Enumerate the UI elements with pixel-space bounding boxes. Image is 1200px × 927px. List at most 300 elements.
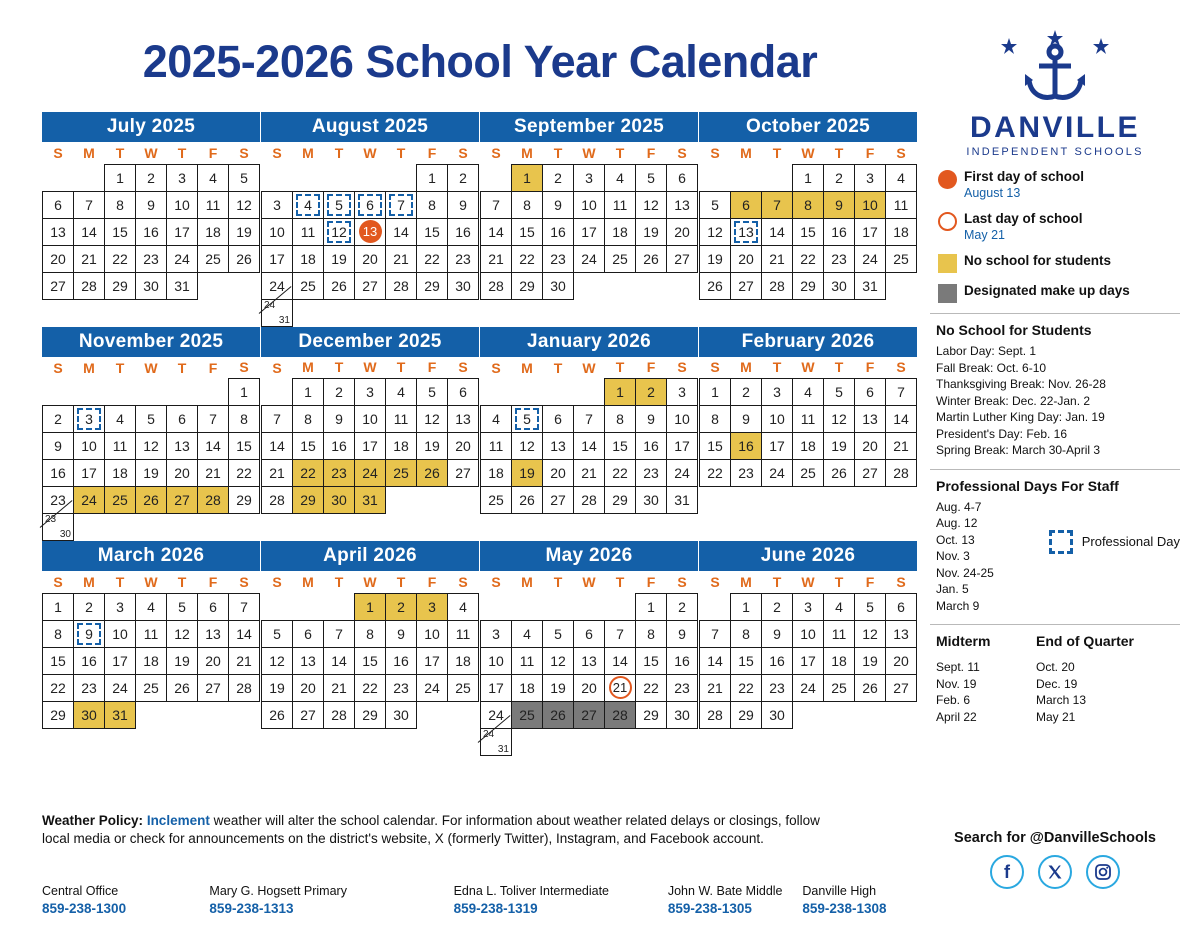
day-cell: 30 [762, 701, 793, 728]
day-cell: 31 [167, 272, 198, 299]
dashed-box-icon [1049, 530, 1073, 554]
calendar-row [42, 541, 917, 756]
month-block [699, 112, 917, 327]
empty-cell [512, 593, 543, 620]
day-cell: 17 [74, 460, 105, 487]
day-cell: 9 [636, 406, 667, 433]
no-school-item: Winter Break: Dec. 22-Jan. 2 [936, 393, 1091, 408]
professional-day-item: Aug. 12 [936, 516, 978, 530]
day-cell: 2 [824, 164, 855, 191]
day-cell: 7 [605, 620, 636, 647]
weekday-header: M [740, 573, 752, 590]
empty-cell [293, 593, 324, 620]
day-cell: 13 [667, 191, 698, 218]
empty-cell [448, 701, 479, 728]
day-cell: 17 [417, 647, 448, 674]
day-cell: 16 [636, 433, 667, 460]
week-row [43, 433, 260, 460]
weekday-header: T [115, 144, 125, 161]
empty-cell [605, 593, 636, 620]
day-cell: 13 [543, 433, 574, 460]
day-cell: 7 [574, 406, 605, 433]
day-cell: 31 [355, 487, 386, 514]
day-cell: 30 [667, 701, 698, 728]
professional-day-item: Oct. 13 [936, 532, 975, 547]
day-cell: 17 [355, 433, 386, 460]
day-cell: 5 [636, 164, 667, 191]
day-cell: 22 [512, 245, 543, 272]
day-cell: 23 [43, 487, 74, 514]
empty-cell [700, 593, 731, 620]
week-row [43, 191, 260, 218]
day-cell: 18 [448, 647, 479, 674]
month-title: February 2026 [699, 327, 917, 357]
weekday-header: T [115, 359, 125, 376]
day-cell: 24 [793, 674, 824, 701]
calendar-row [42, 327, 917, 542]
day-cell: 20 [355, 245, 386, 272]
day-cell: 7 [74, 191, 105, 218]
month-title: June 2026 [699, 541, 917, 571]
empty-cell [543, 728, 574, 755]
day-cell: 1 [793, 164, 824, 191]
school-phone[interactable]: 859-238-1313 [209, 901, 294, 916]
month-title: May 2026 [480, 541, 698, 571]
day-cell: 26 [229, 245, 260, 272]
day-cell [74, 406, 105, 433]
empty-cell [386, 299, 417, 326]
end-of-quarter-item: Oct. 20 [1036, 660, 1075, 674]
day-cell: 6 [574, 620, 605, 647]
empty-cell [43, 379, 74, 406]
week-row [262, 620, 479, 647]
empty-cell [855, 701, 886, 728]
day-cell: 6 [543, 406, 574, 433]
day-cell: 1 [293, 379, 324, 406]
end-of-quarter-item: March 13 [1036, 693, 1087, 707]
day-cell: 1 [417, 164, 448, 191]
day-cell: 21 [229, 647, 260, 674]
weekday-header: S [710, 574, 720, 590]
day-cell: 13 [293, 647, 324, 674]
day-cell: 30 [636, 487, 667, 514]
day-cell: 31 [667, 487, 698, 514]
month-title: April 2026 [261, 541, 479, 571]
empty-cell [386, 487, 417, 514]
month-title: September 2025 [480, 112, 698, 142]
weekday-header: M [302, 145, 314, 161]
day-cell: 6 [198, 593, 229, 620]
instagram-icon[interactable] [1086, 855, 1120, 889]
day-cell: 2 [43, 406, 74, 433]
day-cell: 9 [824, 191, 855, 218]
week-row [43, 514, 260, 541]
day-cell: 26 [324, 272, 355, 299]
month-block [42, 541, 260, 756]
empty-cell [448, 299, 479, 326]
empty-cell [262, 379, 293, 406]
day-cell: 23 [448, 245, 479, 272]
weekday-header: F [865, 359, 875, 376]
day-cell: 28 [574, 487, 605, 514]
day-cell: 2 [136, 164, 167, 191]
day-cell: 8 [105, 191, 136, 218]
end-of-quarter-list [1036, 659, 1166, 725]
day-cell: 5 [700, 191, 731, 218]
day-cell: 23 [667, 674, 698, 701]
schools-footer [42, 884, 922, 916]
gray-square-icon [938, 284, 957, 303]
day-cell: 29 [636, 701, 667, 728]
weekday-header: S [710, 359, 720, 376]
weather-policy-label: Weather Policy: [42, 813, 144, 828]
month-title: November 2025 [42, 327, 260, 357]
weekday-header: S [458, 573, 468, 590]
week-row [262, 487, 479, 514]
day-cell: 19 [636, 218, 667, 245]
weekday-header: S [677, 573, 687, 590]
week-row [481, 487, 698, 514]
day-cell: 18 [605, 218, 636, 245]
day-cell: 17 [762, 433, 793, 460]
day-cell: 21 [262, 460, 293, 487]
x-glyph [1047, 864, 1063, 880]
empty-cell [731, 164, 762, 191]
professional-days-section [930, 478, 1180, 615]
professional-day-marker: 12 [324, 219, 354, 245]
month-block [261, 327, 479, 542]
day-cell: 5 [136, 406, 167, 433]
school-entry [802, 884, 922, 916]
day-cell: 6 [448, 379, 479, 406]
weekday-header: M [83, 573, 95, 590]
divider [930, 469, 1180, 470]
school-entry [42, 884, 209, 916]
week-row [262, 379, 479, 406]
weekday-header: S [677, 144, 687, 161]
school-name: Central Office [42, 884, 119, 898]
day-cell: 27 [293, 701, 324, 728]
empty-cell [481, 164, 512, 191]
weekday-header: S [239, 144, 249, 161]
month-table [480, 357, 698, 515]
weekday-header: S [458, 359, 468, 376]
day-cell: 5 [855, 593, 886, 620]
day-cell: 13 [198, 620, 229, 647]
day-cell: 22 [293, 460, 324, 487]
professional-day-marker: 5 [324, 192, 354, 218]
day-cell: 19 [824, 433, 855, 460]
day-cell: 2 [386, 593, 417, 620]
weekday-header: W [582, 359, 596, 376]
day-cell: 5 [824, 379, 855, 406]
weekday-header: T [553, 574, 563, 590]
day-cell: 1 [512, 164, 543, 191]
calendar-row [42, 112, 917, 327]
day-cell [324, 218, 355, 245]
day-cell: 4 [824, 593, 855, 620]
professional-day-marker: 5 [512, 406, 542, 432]
day-cell: 15 [293, 433, 324, 460]
empty-cell [512, 379, 543, 406]
empty-cell [105, 379, 136, 406]
day-cell: 6 [731, 191, 762, 218]
weekday-header: S [53, 359, 63, 376]
day-cell [262, 299, 293, 326]
day-cell: 29 [417, 272, 448, 299]
week-row [262, 299, 479, 326]
day-cell: 10 [262, 218, 293, 245]
day-cell: 6 [43, 191, 74, 218]
day-cell: 17 [262, 245, 293, 272]
month-table [261, 571, 479, 729]
school-phone[interactable]: 859-238-1319 [453, 901, 538, 916]
day-cell: 8 [355, 620, 386, 647]
month-table [699, 142, 917, 300]
school-phone[interactable]: 859-238-1308 [802, 901, 887, 916]
day-cell: 21 [74, 245, 105, 272]
month-table [42, 571, 260, 729]
weekday-header: W [363, 573, 377, 590]
day-cell: 1 [605, 379, 636, 406]
day-cell: 30 [386, 701, 417, 728]
day-cell: 28 [262, 487, 293, 514]
day-cell: 12 [636, 191, 667, 218]
day-cell: 15 [605, 433, 636, 460]
day-cell: 25 [386, 460, 417, 487]
day-cell: 30 [74, 701, 105, 728]
day-cell: 12 [512, 433, 543, 460]
day-cell: 25 [824, 674, 855, 701]
day-cell: 16 [762, 647, 793, 674]
end-of-quarter-item: May 21 [1036, 709, 1076, 724]
day-cell: 14 [386, 218, 417, 245]
weekday-header: S [53, 573, 63, 590]
yellow-square-icon [938, 254, 957, 273]
empty-cell [667, 272, 698, 299]
district-logo [930, 26, 1180, 109]
day-cell: 25 [886, 245, 917, 272]
week-row [481, 674, 698, 701]
day-cell: 25 [293, 272, 324, 299]
facebook-icon[interactable]: f [990, 855, 1024, 889]
day-cell: 2 [543, 164, 574, 191]
professional-day-item: Aug. 4-7 [936, 499, 982, 514]
month-table [480, 142, 698, 300]
month-title: March 2026 [42, 541, 260, 571]
day-cell: 27 [43, 272, 74, 299]
empty-cell [167, 379, 198, 406]
day-cell: 28 [605, 701, 636, 728]
day-cell: 8 [636, 620, 667, 647]
day-cell [293, 191, 324, 218]
school-phone[interactable]: 859-238-1305 [667, 901, 752, 916]
day-cell: 16 [386, 647, 417, 674]
split-day-cell: 24 31 [483, 728, 509, 755]
day-cell: 30 [543, 272, 574, 299]
day-cell: 5 [167, 593, 198, 620]
week-row [700, 433, 917, 460]
week-row [262, 218, 479, 245]
day-cell: 20 [293, 674, 324, 701]
weekday-header: S [710, 145, 720, 161]
weekday-header: T [553, 359, 563, 376]
weekday-header: T [834, 573, 844, 590]
day-cell: 11 [448, 620, 479, 647]
day-cell: 7 [762, 191, 793, 218]
day-cell: 25 [512, 701, 543, 728]
month-table [261, 142, 479, 327]
day-cell: 31 [855, 272, 886, 299]
day-cell: 3 [762, 379, 793, 406]
school-entry [454, 884, 668, 916]
empty-cell [229, 701, 260, 728]
day-cell: 24 [167, 245, 198, 272]
day-cell [481, 728, 512, 755]
weekday-header: S [239, 573, 249, 590]
day-cell: 21 [762, 245, 793, 272]
day-cell: 23 [74, 674, 105, 701]
day-cell: 2 [731, 379, 762, 406]
month-title: January 2026 [480, 327, 698, 357]
legend-item-makeup-days [930, 282, 1180, 303]
empty-cell [43, 164, 74, 191]
month-title: July 2025 [42, 112, 260, 142]
day-cell: 20 [855, 433, 886, 460]
month-block [42, 327, 260, 542]
day-cell: 23 [824, 245, 855, 272]
day-cell: 16 [824, 218, 855, 245]
open-circle-icon [938, 212, 957, 231]
day-cell: 9 [386, 620, 417, 647]
weekday-header: S [272, 574, 282, 590]
no-school-title: No School for Students [936, 322, 1092, 338]
legend-item-no-school [930, 252, 1180, 273]
day-cell: 12 [824, 406, 855, 433]
day-cell: 14 [481, 218, 512, 245]
day-cell: 1 [105, 164, 136, 191]
weekday-header: T [772, 573, 782, 590]
calendar-grid [42, 112, 917, 756]
week-row [43, 620, 260, 647]
week-row [700, 191, 917, 218]
empty-cell [417, 701, 448, 728]
day-cell: 27 [886, 674, 917, 701]
month-title: October 2025 [699, 112, 917, 142]
weekday-header: T [334, 574, 344, 590]
day-cell: 4 [886, 164, 917, 191]
day-cell: 10 [793, 620, 824, 647]
day-cell: 8 [417, 191, 448, 218]
week-row [481, 379, 698, 406]
day-cell: 5 [229, 164, 260, 191]
day-cell: 20 [43, 245, 74, 272]
day-cell: 13 [448, 406, 479, 433]
weekday-header: M [83, 359, 95, 376]
day-cell: 20 [448, 433, 479, 460]
x-twitter-icon[interactable] [1038, 855, 1072, 889]
empty-cell [167, 514, 198, 541]
day-cell: 29 [793, 272, 824, 299]
day-cell: 20 [731, 245, 762, 272]
weekday-header: M [521, 574, 533, 590]
day-cell: 16 [136, 218, 167, 245]
empty-cell [262, 593, 293, 620]
school-phone[interactable]: 859-238-1300 [42, 901, 127, 916]
professional-day-marker: 9 [74, 621, 104, 647]
day-cell: 24 [105, 674, 136, 701]
day-cell: 8 [43, 620, 74, 647]
day-cell: 19 [855, 647, 886, 674]
day-cell: 21 [386, 245, 417, 272]
day-cell: 13 [574, 647, 605, 674]
professional-day-item: March 9 [936, 598, 980, 613]
day-cell: 1 [229, 379, 260, 406]
day-cell: 2 [324, 379, 355, 406]
month-title: December 2025 [261, 327, 479, 357]
day-cell: 18 [512, 674, 543, 701]
weekday-header: M [740, 145, 752, 161]
professional-days-list [936, 499, 1180, 615]
day-cell: 4 [136, 593, 167, 620]
day-cell: 11 [512, 647, 543, 674]
day-cell: 4 [605, 164, 636, 191]
day-cell: 9 [43, 433, 74, 460]
weekday-header: T [334, 145, 344, 161]
weekday-header: F [427, 359, 437, 376]
anchor-logo-icon [995, 26, 1115, 104]
divider [930, 313, 1180, 314]
week-row [262, 191, 479, 218]
day-cell: 14 [886, 406, 917, 433]
day-cell: 19 [512, 460, 543, 487]
professional-day-marker: 7 [386, 192, 416, 218]
weekday-header: S [896, 359, 906, 376]
weekday-header: W [144, 359, 158, 376]
day-cell: 15 [417, 218, 448, 245]
day-cell: 22 [417, 245, 448, 272]
day-cell: 29 [512, 272, 543, 299]
day-cell: 9 [448, 191, 479, 218]
day-cell: 2 [667, 593, 698, 620]
day-cell: 30 [448, 272, 479, 299]
day-cell: 17 [793, 647, 824, 674]
empty-cell [74, 164, 105, 191]
instagram-glyph [1094, 863, 1112, 881]
day-cell: 28 [762, 272, 793, 299]
day-cell: 1 [636, 593, 667, 620]
legend-label: No school for students [964, 253, 1112, 268]
month-block [699, 327, 917, 542]
day-cell: 26 [262, 701, 293, 728]
day-cell: 19 [229, 218, 260, 245]
day-cell: 3 [855, 164, 886, 191]
day-cell: 16 [543, 218, 574, 245]
school-name: Danville High [802, 884, 877, 898]
weekday-header: W [582, 144, 596, 161]
day-cell: 3 [262, 191, 293, 218]
weekday-header: T [396, 359, 406, 376]
divider [930, 624, 1180, 625]
week-row [43, 701, 260, 728]
weekday-header: F [208, 573, 218, 590]
legend-label: First day of school [964, 169, 1085, 184]
month-title: August 2025 [261, 112, 479, 142]
empty-cell [262, 164, 293, 191]
day-cell: 27 [574, 701, 605, 728]
day-cell: 4 [481, 406, 512, 433]
weekday-header: T [553, 144, 563, 161]
